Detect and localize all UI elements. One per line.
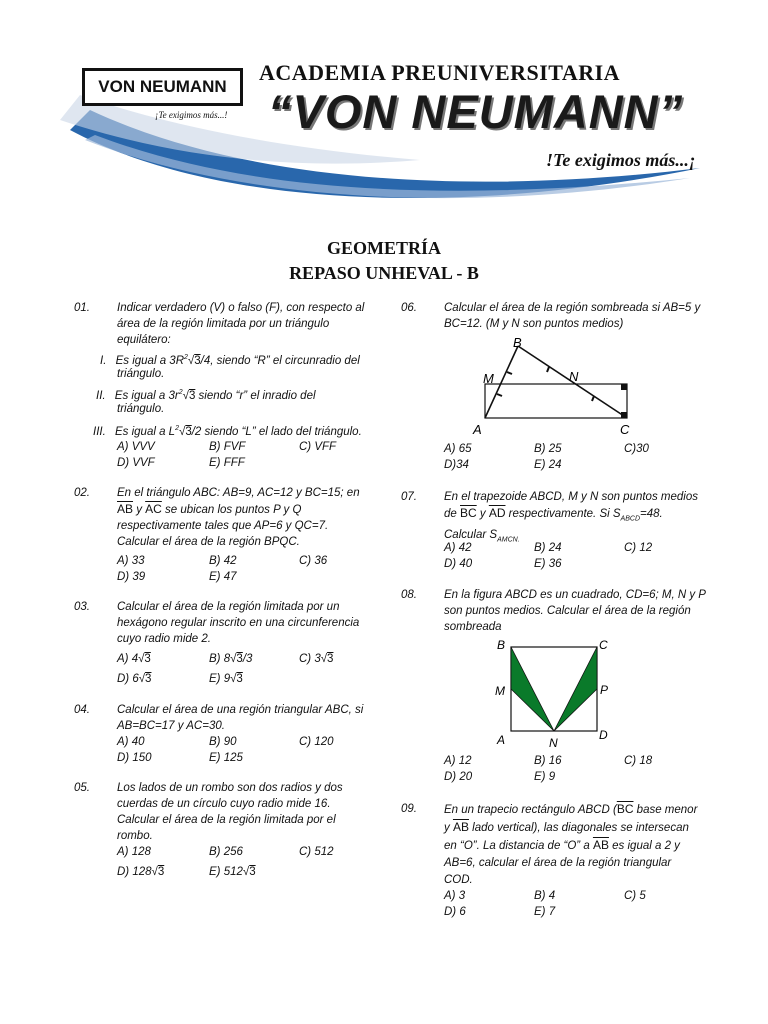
question-number: 08.	[401, 589, 417, 601]
line: respectivamente tales que AP=6 y QC=7.	[117, 520, 329, 532]
option-b: B) 90	[209, 736, 237, 748]
label-p: P	[600, 683, 609, 697]
label-n: N	[569, 369, 579, 384]
statement-text: Es igual a L	[114, 425, 176, 438]
question-text	[444, 489, 719, 549]
statement-label: II.	[96, 389, 106, 402]
option-e: E) 9√3	[209, 673, 243, 685]
option-d: D) 39	[117, 571, 146, 583]
option-c: C) 512	[299, 846, 334, 858]
exponent: 2	[184, 354, 188, 361]
option-a: A) 33	[117, 555, 145, 567]
option-a: A) 40	[117, 736, 145, 748]
header-slogan: !Te exigimos más...¡	[546, 150, 696, 170]
logo: VON NEUMANN	[82, 68, 243, 106]
option-b: B) 24	[534, 542, 562, 554]
line: AB=BC=17 y AC=30.	[117, 720, 225, 732]
option-e: E) 7	[534, 906, 556, 918]
question-number: 07.	[401, 491, 417, 503]
line: $\overline{AB}$ y $\overline{AC}$ se ubican los puntos P y Q	[117, 502, 302, 516]
option-c: C)30	[624, 443, 649, 455]
shaded-right	[554, 647, 597, 731]
question-02	[74, 485, 374, 585]
question-text	[117, 300, 364, 348]
question-text	[444, 300, 714, 332]
line: de $\overline{BC}$ y $\overline{AD}$ respectivamente. Si $S_{ABCD}=48$.	[444, 506, 663, 523]
question-number: 04.	[74, 704, 90, 716]
label-c: C	[620, 422, 630, 437]
question-06	[401, 300, 701, 475]
line: Calcular el área de la región limitada por el	[117, 814, 336, 826]
option-c: C) 18	[624, 755, 653, 767]
label-n: N	[549, 736, 558, 750]
statement-label: I.	[100, 354, 107, 367]
question-text	[444, 801, 729, 889]
option-a: A) 128	[117, 846, 151, 858]
line: hexágono regular inscrito en una circunferencia	[117, 617, 360, 629]
academy-name: “VON NEUMANN”	[268, 85, 684, 138]
question-number: 03.	[74, 601, 90, 613]
option-d: D) 150	[117, 752, 152, 764]
option-a: A) 3	[444, 890, 466, 902]
academy-title: ACADEMIA PREUNIVERSITARIA	[259, 60, 621, 85]
sqrt-3: √3	[187, 354, 201, 367]
option-a: A) 4√3	[117, 653, 151, 665]
exponent: 2	[178, 389, 183, 396]
label-a: A	[497, 733, 506, 747]
label-b: B	[497, 638, 506, 652]
line: sombreada	[444, 621, 502, 633]
option-b: B) 4	[534, 890, 556, 902]
question-text	[444, 587, 719, 635]
question-text	[117, 485, 377, 550]
option-c: C) 36	[299, 555, 328, 567]
question-05	[74, 780, 374, 890]
option-e: E) 9	[534, 771, 556, 783]
segment-bc: $\overline{BC}$	[460, 506, 477, 520]
line: rombo.	[117, 830, 153, 842]
line: Calcular el área de una región triangular ABC, si	[117, 704, 364, 716]
line: cuerdas de un círculo cuyo radio mide 16.	[117, 798, 331, 810]
statement-text: triángulo.	[117, 403, 165, 415]
label-d: D	[599, 728, 608, 742]
line: En el trapezoide ABCD, M y N son puntos medios	[444, 491, 698, 503]
option-e: E) 24	[534, 459, 562, 471]
figure-06	[461, 338, 641, 438]
sqrt-3: √3	[182, 389, 196, 402]
label-a: A	[473, 422, 482, 437]
logo-slogan: ¡Te exigimos más...!	[155, 110, 228, 120]
option-d: D) 40	[444, 558, 473, 570]
question-number: 05.	[74, 782, 90, 794]
option-d: D) 128√3	[117, 866, 165, 878]
option-b: B) 25	[534, 443, 562, 455]
option-c: C) 5	[624, 890, 646, 902]
line: En el triángulo ABC: AB=9, AC=12 y BC=15; en	[117, 487, 360, 499]
segment-ab: $\overline{AB}$	[592, 838, 609, 852]
option-e: E) 125	[209, 752, 243, 764]
option-e: E) 47	[209, 571, 237, 583]
statement-text: siendo “r” el inradio del	[195, 389, 316, 402]
option-a: A) 65	[444, 443, 472, 455]
segment-ad: $\overline{AD}$	[488, 506, 506, 520]
segment-ab: $\overline{AB}$	[452, 820, 469, 834]
option-b: B) 8√3/3	[209, 653, 253, 665]
line: Calcular el área de la región BPQC.	[117, 536, 300, 548]
page-header	[0, 0, 768, 215]
question-text	[117, 599, 377, 647]
question-text	[117, 780, 377, 844]
option-d: D) 6	[444, 906, 466, 918]
option-e: E) 36	[534, 558, 562, 570]
segment-ab: $\overline{AB}$	[117, 502, 134, 516]
question-number: 06.	[401, 302, 417, 314]
question-number: 09.	[401, 803, 417, 815]
option-d: D) 6√3	[117, 673, 152, 685]
question-08	[401, 587, 721, 787]
segment-bc: $\overline{BC}$	[616, 802, 634, 816]
statement-iii	[93, 421, 362, 440]
question-09	[401, 801, 731, 931]
question-number: 02.	[74, 487, 90, 499]
question-04	[74, 702, 374, 772]
line: Calcular el área de la región limitada por un	[117, 601, 340, 613]
line: COD.	[444, 874, 473, 886]
label-b: B	[513, 338, 522, 350]
line: Indicar verdadero (V) o falso (F), con respecto al	[117, 302, 365, 314]
line: AB=6, calcular el área de la región triangular	[444, 857, 672, 869]
line: Calcular el área de la región sombreada si AB=5 y	[444, 302, 701, 314]
statement-label: III.	[93, 425, 106, 438]
line: cuyo radio mide 2.	[117, 633, 211, 645]
sqrt-3: √3	[179, 425, 192, 438]
option-a: A) 12	[444, 755, 472, 767]
line: equilátero:	[117, 334, 171, 346]
option-c: C) 120	[299, 736, 334, 748]
line: Calcular $S_{AMCN.}$	[444, 529, 520, 544]
rectangle	[485, 384, 627, 418]
label-m: M	[495, 684, 505, 698]
line: en “O”. La distancia de “O” a $\overline{AB}$ es igual a 2 y	[444, 838, 680, 852]
question-number: 01.	[74, 302, 90, 314]
line: área de la región limitada por un triángulo	[117, 318, 330, 330]
line: son puntos medios. Calcular el área de la región	[444, 605, 691, 617]
option-d: D) 20	[444, 771, 473, 783]
option-c: C) VFF	[299, 441, 337, 453]
line: En la figura ABCD es un cuadrado, CD=6; M, N y P	[444, 589, 706, 601]
option-c: C) 12	[624, 542, 653, 554]
option-b: B) 256	[209, 846, 243, 858]
line: BC=12. (M y N son puntos medios)	[444, 318, 624, 330]
label-m: M	[483, 371, 494, 386]
subject-title: GEOMETRÍA	[326, 238, 441, 258]
option-d: D) VVF	[117, 457, 155, 469]
option-b: B) 42	[209, 555, 237, 567]
option-c: C) 3√3	[299, 653, 334, 665]
option-a: A) 42	[444, 542, 472, 554]
line: Los lados de un rombo son dos radios y dos	[117, 782, 343, 794]
option-e: E) 512√3	[209, 866, 256, 878]
option-e: E) FFF	[209, 457, 245, 469]
statement-text: triángulo.	[117, 368, 165, 380]
line: En un trapecio rectángulo ABCD ($\overline{BC}$ base menor	[444, 802, 698, 816]
statement-text: /4, siendo “R” el circunradio del	[200, 354, 360, 367]
option-a: A) VVV	[117, 441, 155, 453]
shaded-left	[511, 647, 554, 731]
question-03	[74, 599, 374, 689]
exponent: 2	[175, 425, 179, 432]
statement-text: /2 siendo “L” el lado del triángulo.	[191, 425, 362, 438]
statement-text: Es igual a 3r	[114, 389, 179, 402]
question-07	[401, 489, 721, 579]
question-01	[74, 300, 374, 470]
statement-text: Es igual a 3R	[115, 354, 184, 367]
figure-08	[487, 637, 617, 752]
segment-ac: $\overline{AC}$	[145, 502, 162, 516]
line: y $\overline{AB}$ lado vertical), las diagonales se intersecan	[444, 820, 689, 834]
option-d: D)34	[444, 459, 469, 471]
exam-title: REPASO UNHEVAL - B	[289, 263, 479, 283]
option-b: B) 16	[534, 755, 562, 767]
question-text	[117, 702, 377, 734]
label-c: C	[599, 638, 608, 652]
option-b: B) FVF	[209, 441, 246, 453]
